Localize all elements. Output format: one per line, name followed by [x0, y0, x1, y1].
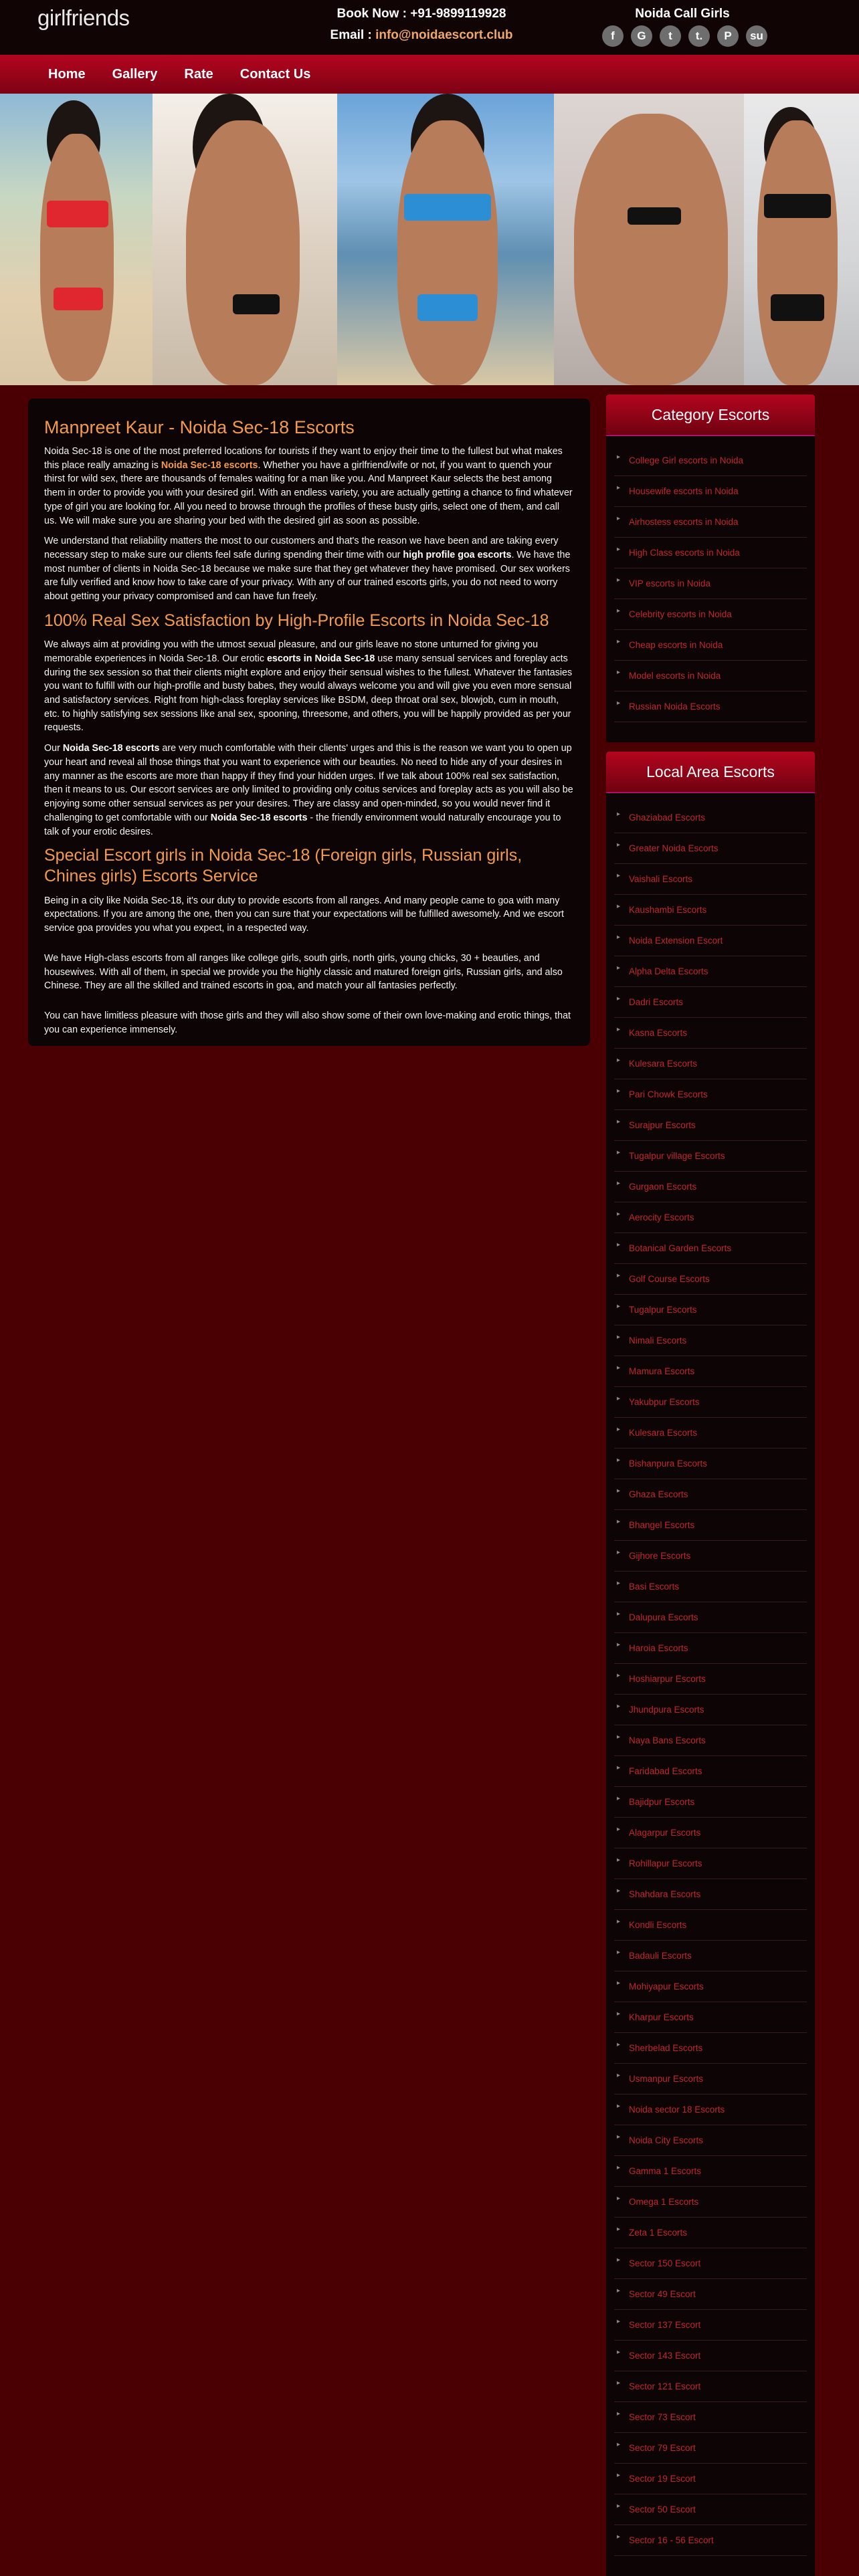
local-area-item-label: Sector 16 - 56 Escort [629, 2535, 714, 2545]
arrow-right-icon: ▸ [617, 1149, 621, 1156]
local-area-item[interactable] [614, 2402, 807, 2433]
nav-home[interactable]: Home [48, 67, 86, 82]
category-sidebar [606, 395, 815, 742]
local-area-item[interactable] [614, 926, 807, 956]
main-nav [0, 55, 859, 94]
page-title: Manpreet Kaur - Noida Sec-18 Escorts [44, 417, 355, 437]
local-area-item-label: Mamura Escorts [629, 1366, 695, 1376]
local-area-item[interactable] [614, 895, 807, 926]
local-area-item[interactable] [614, 2033, 807, 2064]
arrow-right-icon: ▸ [617, 1364, 621, 1372]
arrow-right-icon: ▸ [617, 669, 621, 676]
arrow-right-icon: ▸ [617, 453, 621, 461]
arrow-right-icon: ▸ [617, 1241, 621, 1249]
local-area-item-label: Greater Noida Escorts [629, 843, 719, 853]
local-area-item[interactable] [614, 2433, 807, 2464]
arrow-right-icon: ▸ [617, 638, 621, 645]
arrow-right-icon: ▸ [617, 1303, 621, 1310]
local-area-item[interactable] [614, 1541, 807, 1572]
local-area-sidebar [606, 752, 815, 2576]
arrow-right-icon: ▸ [617, 1641, 621, 1648]
arrow-right-icon: ▸ [617, 1333, 621, 1341]
arrow-right-icon: ▸ [617, 1826, 621, 1833]
arrow-right-icon: ▸ [617, 1949, 621, 1956]
arrow-right-icon: ▸ [617, 1180, 621, 1187]
social-icons [602, 25, 767, 47]
special-paragraph-3: You can have limitless pleasure with those girls and they will also show some of their own love-making and erotic things, that you can experience immensely. [44, 1010, 571, 1035]
local-area-item[interactable] [614, 1110, 807, 1141]
local-area-item[interactable] [614, 802, 807, 833]
arrow-right-icon: ▸ [617, 2010, 621, 2018]
arrow-right-icon: ▸ [617, 811, 621, 818]
local-area-item[interactable] [614, 1756, 807, 1787]
local-area-item[interactable] [614, 2279, 807, 2310]
twitter-icon[interactable]: t [660, 25, 681, 47]
section-heading-satisfaction: 100% Real Sex Satisfaction by High-Profile Escorts in Noida Sec-18 [44, 611, 549, 630]
local-area-item-label: Noida Extension Escort [629, 936, 723, 946]
local-area-item[interactable] [614, 1295, 807, 1325]
local-area-item-label: Omega 1 Escorts [629, 2197, 699, 2207]
local-area-item-label: Zeta 1 Escorts [629, 2228, 688, 2238]
local-area-item-label: Bhangel Escorts [629, 1520, 695, 1530]
local-area-item[interactable] [614, 2310, 807, 2341]
local-area-item[interactable] [614, 2464, 807, 2494]
category-item-label: Celebrity escorts in Noida [629, 609, 732, 619]
arrow-right-icon: ▸ [617, 1457, 621, 1464]
local-area-item[interactable] [614, 2002, 807, 2033]
arrow-right-icon: ▸ [617, 964, 621, 972]
local-area-item[interactable] [614, 1325, 807, 1356]
arrow-right-icon: ▸ [617, 1918, 621, 1925]
local-area-item-label: Kulesara Escorts [629, 1059, 698, 1069]
arrow-right-icon: ▸ [617, 1733, 621, 1741]
category-item[interactable] [614, 599, 807, 630]
category-item-label: Cheap escorts in Noida [629, 640, 723, 650]
arrow-right-icon: ▸ [617, 2195, 621, 2202]
arrow-right-icon: ▸ [617, 1549, 621, 1556]
local-area-item-label: Kaushambi Escorts [629, 905, 707, 915]
local-area-item[interactable] [614, 2156, 807, 2187]
local-area-item[interactable] [614, 1787, 807, 1818]
arrow-right-icon: ▸ [617, 1764, 621, 1772]
local-area-item-label: Sector 49 Escort [629, 2289, 696, 2299]
special-paragraph-1: Being in a city like Noida Sec-18, it's our duty to provide escorts from all ranges. And many people came to goa with many expectations. If you are among the one, then you can sure that your expectations will be fulfilled awesomely. And we escort service goa provides you what you expect, in a respected way. [44, 895, 564, 934]
local-area-item-label: Tugalpur Escorts [629, 1305, 697, 1315]
local-area-item[interactable] [614, 1233, 807, 1264]
local-area-item[interactable] [614, 1664, 807, 1695]
arrow-right-icon: ▸ [617, 1118, 621, 1125]
special-paragraph-2: We have High-class escorts from all ranges like college girls, south girls, north girls, young chicks, 30 + beauties, and housewives. With all of them, in special we provide you the highly classic and matured foreign girls, Russian girls, and also Chinese. They are all the skilled and trained escorts in goa, and match your all fantasies perfectly. [44, 952, 563, 992]
local-area-item[interactable] [614, 1941, 807, 1971]
local-area-item-label: Rohillapur Escorts [629, 1858, 702, 1868]
local-area-item[interactable] [614, 1848, 807, 1879]
local-area-item-label: Sector 73 Escort [629, 2412, 696, 2422]
category-item[interactable] [614, 691, 807, 722]
local-area-item[interactable] [614, 1572, 807, 1602]
category-item-label: Housewife escorts in Noida [629, 486, 739, 496]
local-area-item-label: Tugalpur village Escorts [629, 1151, 725, 1161]
local-area-item[interactable] [614, 1602, 807, 1633]
category-item[interactable] [614, 507, 807, 538]
local-area-item[interactable] [614, 1510, 807, 1541]
local-area-item-label: Nimali Escorts [629, 1335, 687, 1346]
nav-contact-us[interactable]: Contact Us [240, 67, 311, 82]
arrow-right-icon: ▸ [617, 2164, 621, 2171]
arrow-right-icon: ▸ [617, 1057, 621, 1064]
local-area-item[interactable] [614, 1910, 807, 1941]
arrow-right-icon: ▸ [617, 1210, 621, 1218]
arrow-right-icon: ▸ [617, 1518, 621, 1525]
local-area-item-label: Shahdara Escorts [629, 1889, 701, 1899]
local-area-item-label: Pari Chowk Escorts [629, 1089, 708, 1099]
arrow-right-icon: ▸ [617, 1426, 621, 1433]
arrow-right-icon: ▸ [617, 607, 621, 615]
local-area-item[interactable] [614, 2218, 807, 2248]
google-plus-icon[interactable]: G [631, 25, 652, 47]
arrow-right-icon: ▸ [617, 2256, 621, 2264]
facebook-icon[interactable]: f [602, 25, 624, 47]
local-area-item[interactable] [614, 2064, 807, 2095]
arrow-right-icon: ▸ [617, 841, 621, 849]
top-header [0, 0, 859, 55]
local-area-item-label: Botanical Garden Escorts [629, 1243, 732, 1253]
local-area-item-label: Sector 150 Escort [629, 2258, 701, 2268]
local-area-item-label: Jhundpura Escorts [629, 1705, 704, 1715]
local-area-item-label: Vaishali Escorts [629, 874, 693, 884]
comfort-paragraph: Our Noida Sec-18 escorts are very much comfortable with their clients' urges and this is the reason we want you to open up your heart and reveal all those things that you want to experience with our beauties. No need to hide any of your desires in any manner as the escorts are more than happy if they find your hidden urges. If we talk about 100% real sex satisfaction, then it means to us. Our escort services are only limited to providing only coitus services and foreplay acts as you will also be enjoying some other sensual services as per your desires. They are classy and open-minded, so you would never find it challenging to get comfortable with our Noida Sec-18 escorts - the friendly environment would naturally encourage you to talk of your erotic desires. [44, 743, 573, 837]
section-heading-special: Special Escort girls in Noida Sec-18 (Foreign girls, Russian girls, Chines girls) Escorts Service [44, 846, 522, 886]
arrow-right-icon: ▸ [617, 2472, 621, 2479]
local-area-item-label: Surajpur Escorts [629, 1120, 696, 1130]
local-area-item[interactable] [614, 1725, 807, 1756]
arrow-right-icon: ▸ [617, 1795, 621, 1802]
arrow-right-icon: ▸ [617, 2502, 621, 2510]
local-area-item[interactable] [614, 2494, 807, 2525]
local-area-item-label: Yakubpur Escorts [629, 1397, 700, 1407]
arrow-right-icon: ▸ [617, 1979, 621, 1987]
local-area-item[interactable] [614, 2125, 807, 2156]
category-item[interactable] [614, 630, 807, 661]
local-area-item[interactable] [614, 1448, 807, 1479]
arrow-right-icon: ▸ [617, 2441, 621, 2448]
local-area-item[interactable] [614, 2187, 807, 2218]
local-area-item[interactable] [614, 1818, 807, 1848]
arrow-right-icon: ▸ [617, 2226, 621, 2233]
email-label: Email : [330, 28, 376, 42]
site-logo[interactable]: girlfriends [37, 5, 130, 30]
local-area-item-label: Dadri Escorts [629, 997, 684, 1007]
local-area-item[interactable] [614, 2095, 807, 2125]
call-girls-title: Noida Call Girls [635, 7, 730, 21]
hero-photo-1 [0, 94, 153, 385]
hero-photo-2 [153, 94, 337, 385]
pleasure-paragraph: We always aim at providing you with the utmost sexual pleasure, and our girls leave no stone unturned for giving you memorable experiences in Noida Sec-18. Our erotic escorts in Noida Sec-18 use many sensual services and foreplay acts during the sex session so that their clients might explore and enjoy their sensual wishes to the fullest. Whatever the fantasies you want to fulfill with our high-profile and busty babes, they would always welcome you and will give you even more sensual and satisfactory services. Right from high-class foreplay services like BSDM, deep throat oral sex, blowjob, cum in mouth, etc. to highly satisfying sex sessions like anal sex, spooning, threesome, and others, you will be happily provided as per your requests. [44, 639, 573, 734]
local-area-item[interactable] [614, 987, 807, 1018]
local-area-item[interactable] [614, 2371, 807, 2402]
category-item[interactable] [614, 476, 807, 507]
arrow-right-icon: ▸ [617, 2103, 621, 2110]
local-area-item[interactable] [614, 1633, 807, 1664]
arrow-right-icon: ▸ [617, 872, 621, 879]
stumbleupon-icon[interactable]: su [746, 25, 767, 47]
book-now-phone[interactable]: Book Now : +91-9899119928 [337, 7, 506, 21]
local-area-item[interactable] [614, 956, 807, 987]
local-area-item-label: Kasna Escorts [629, 1028, 688, 1038]
arrow-right-icon: ▸ [617, 515, 621, 522]
local-area-item[interactable] [614, 1356, 807, 1387]
local-area-item[interactable] [614, 1695, 807, 1725]
category-item[interactable] [614, 445, 807, 476]
arrow-right-icon: ▸ [617, 1703, 621, 1710]
local-area-item-label: Sector 19 Escort [629, 2474, 696, 2484]
local-area-item[interactable] [614, 2248, 807, 2279]
category-item[interactable] [614, 568, 807, 599]
reliability-paragraph: We understand that reliability matters the most to our customers and that's the reason we have been and are taking every necessary step to make sure our clients feel safe during spending their time with our high profile goa escorts. We have the most number of clients in Noida Sec-18 because we make sure that they get whatever they have promised. Our sex workers are fully verified and know how to take care of your privacy. With any of our trained escorts girls, you do not need to worry about getting your privacy compromised and can have fun freely. [44, 536, 571, 603]
arrow-right-icon: ▸ [617, 1087, 621, 1095]
arrow-right-icon: ▸ [617, 2041, 621, 2048]
local-area-item-label: Ghaza Escorts [629, 1489, 688, 1499]
local-area-item[interactable] [614, 1018, 807, 1049]
hero-photo-5 [744, 94, 859, 385]
local-area-item-label: Ghaziabad Escorts [629, 813, 706, 823]
local-area-item[interactable] [614, 1879, 807, 1910]
local-area-item-label: Badauli Escorts [629, 1951, 692, 1961]
arrow-right-icon: ▸ [617, 546, 621, 553]
arrow-right-icon: ▸ [617, 2133, 621, 2141]
local-area-item[interactable] [614, 2341, 807, 2371]
local-area-item-label: Gijhore Escorts [629, 1551, 691, 1561]
local-area-item-label: Gurgaon Escorts [629, 1182, 697, 1192]
arrow-right-icon: ▸ [617, 934, 621, 941]
arrow-right-icon: ▸ [617, 1856, 621, 1864]
arrow-right-icon: ▸ [617, 1887, 621, 1895]
arrow-right-icon: ▸ [617, 2379, 621, 2387]
main-content [28, 399, 590, 1046]
tumblr-icon[interactable]: t. [688, 25, 710, 47]
local-area-item-label: Faridabad Escorts [629, 1766, 702, 1776]
arrow-right-icon: ▸ [617, 1272, 621, 1279]
category-item[interactable] [614, 661, 807, 691]
local-area-item-label: Bishanpura Escorts [629, 1459, 708, 1469]
category-item[interactable] [614, 538, 807, 568]
local-area-item-label: Sector 121 Escort [629, 2381, 701, 2391]
local-area-item-label: Kharpur Escorts [629, 2012, 694, 2022]
local-area-item[interactable] [614, 2525, 807, 2556]
local-area-item[interactable] [614, 1479, 807, 1510]
arrow-right-icon: ▸ [617, 1487, 621, 1495]
category-title: Category Escorts [606, 395, 815, 436]
local-area-item-label: Noida City Escorts [629, 2135, 704, 2145]
nav-rate[interactable]: Rate [184, 67, 213, 82]
local-area-item[interactable] [614, 1971, 807, 2002]
local-area-item[interactable] [614, 1418, 807, 1448]
category-item-label: Russian Noida Escorts [629, 702, 721, 712]
noida-escorts-link[interactable]: Noida Sec-18 escorts [161, 459, 258, 471]
arrow-right-icon: ▸ [617, 1610, 621, 1618]
local-area-item-label: Sector 79 Escort [629, 2443, 696, 2453]
arrow-right-icon: ▸ [617, 1580, 621, 1587]
local-area-item-label: Mohiyapur Escorts [629, 1981, 704, 1992]
local-area-item-label: Kondli Escorts [629, 1920, 687, 1930]
arrow-right-icon: ▸ [617, 2349, 621, 2356]
local-area-item[interactable] [614, 1264, 807, 1295]
local-area-title: Local Area Escorts [606, 752, 815, 793]
hero-banner [0, 94, 859, 385]
local-area-item-label: Gamma 1 Escorts [629, 2166, 702, 2176]
arrow-right-icon: ▸ [617, 484, 621, 492]
arrow-right-icon: ▸ [617, 576, 621, 584]
local-area-item[interactable] [614, 864, 807, 895]
arrow-right-icon: ▸ [617, 995, 621, 1002]
local-area-item-label: Noida sector 18 Escorts [629, 2105, 725, 2115]
category-item-label: College Girl escorts in Noida [629, 455, 744, 465]
local-area-item-label: Kulesara Escorts [629, 1428, 698, 1438]
local-area-item[interactable] [614, 1202, 807, 1233]
arrow-right-icon: ▸ [617, 1026, 621, 1033]
local-area-item-label: Naya Bans Escorts [629, 1735, 706, 1745]
local-area-item-label: Alpha Delta Escorts [629, 966, 708, 976]
arrow-right-icon: ▸ [617, 1672, 621, 1679]
arrow-right-icon: ▸ [617, 1395, 621, 1402]
email-row [281, 28, 562, 43]
arrow-right-icon: ▸ [617, 2318, 621, 2325]
arrow-right-icon: ▸ [617, 2410, 621, 2418]
local-area-item-label: Sector 50 Escort [629, 2504, 696, 2514]
local-area-item[interactable] [614, 833, 807, 864]
local-area-item-label: Sector 137 Escort [629, 2320, 701, 2330]
category-list [606, 436, 815, 729]
local-area-item-label: Haroia Escorts [629, 1643, 688, 1653]
nav-gallery[interactable]: Gallery [112, 67, 158, 82]
local-area-item[interactable] [614, 1387, 807, 1418]
local-area-item-label: Basi Escorts [629, 1582, 680, 1592]
category-item-label: Model escorts in Noida [629, 671, 721, 681]
category-item-label: VIP escorts in Noida [629, 578, 711, 588]
local-area-item-label: Hoshiarpur Escorts [629, 1674, 706, 1684]
arrow-right-icon: ▸ [617, 903, 621, 910]
local-area-item-label: Sherbelad Escorts [629, 2043, 703, 2053]
email-link[interactable]: info@noidaescort.club [375, 28, 513, 42]
arrow-right-icon: ▸ [617, 2072, 621, 2079]
local-area-item-label: Golf Course Escorts [629, 1274, 710, 1284]
category-item-label: High Class escorts in Noida [629, 548, 740, 558]
intro-paragraph: Noida Sec-18 is one of the most preferred locations for tourists if they want to enjoy their time to the fullest but what makes this place really amazing is Noida Sec-18 escorts. Whether you have a girlfriend/wife or not, if you want to quench your thirst for wild sex, there are thousands of females waiting for a man like you. And Manpreet Kaur selects the best among them in order to provide you with your desired girl. With an endless variety, you are actually getting a chance to find whatever type of girl you are looking for. All you need to browse through the profiles of these busty girls, select one of them, and call us. We will make sure you are sharing your bed with the desired girl as soon as possible. [44, 446, 573, 526]
local-area-item[interactable] [614, 1079, 807, 1110]
local-area-item-label: Aerocity Escorts [629, 1212, 694, 1222]
local-area-item[interactable] [614, 1172, 807, 1202]
hero-photo-3 [337, 94, 554, 385]
local-area-item-label: Alagarpur Escorts [629, 1828, 701, 1838]
arrow-right-icon: ▸ [617, 700, 621, 707]
local-area-item-label: Bajidpur Escorts [629, 1797, 695, 1807]
local-area-item-label: Sector 143 Escort [629, 2351, 701, 2361]
arrow-right-icon: ▸ [617, 2287, 621, 2294]
hero-photo-4 [554, 94, 744, 385]
arrow-right-icon: ▸ [617, 2533, 621, 2541]
pinterest-icon[interactable]: P [717, 25, 739, 47]
local-area-item-label: Dalupura Escorts [629, 1612, 698, 1622]
category-item-label: Airhostess escorts in Noida [629, 517, 739, 527]
local-area-item[interactable] [614, 1049, 807, 1079]
local-area-item[interactable] [614, 1141, 807, 1172]
local-area-list [606, 793, 815, 2563]
local-area-item-label: Usmanpur Escorts [629, 2074, 704, 2084]
